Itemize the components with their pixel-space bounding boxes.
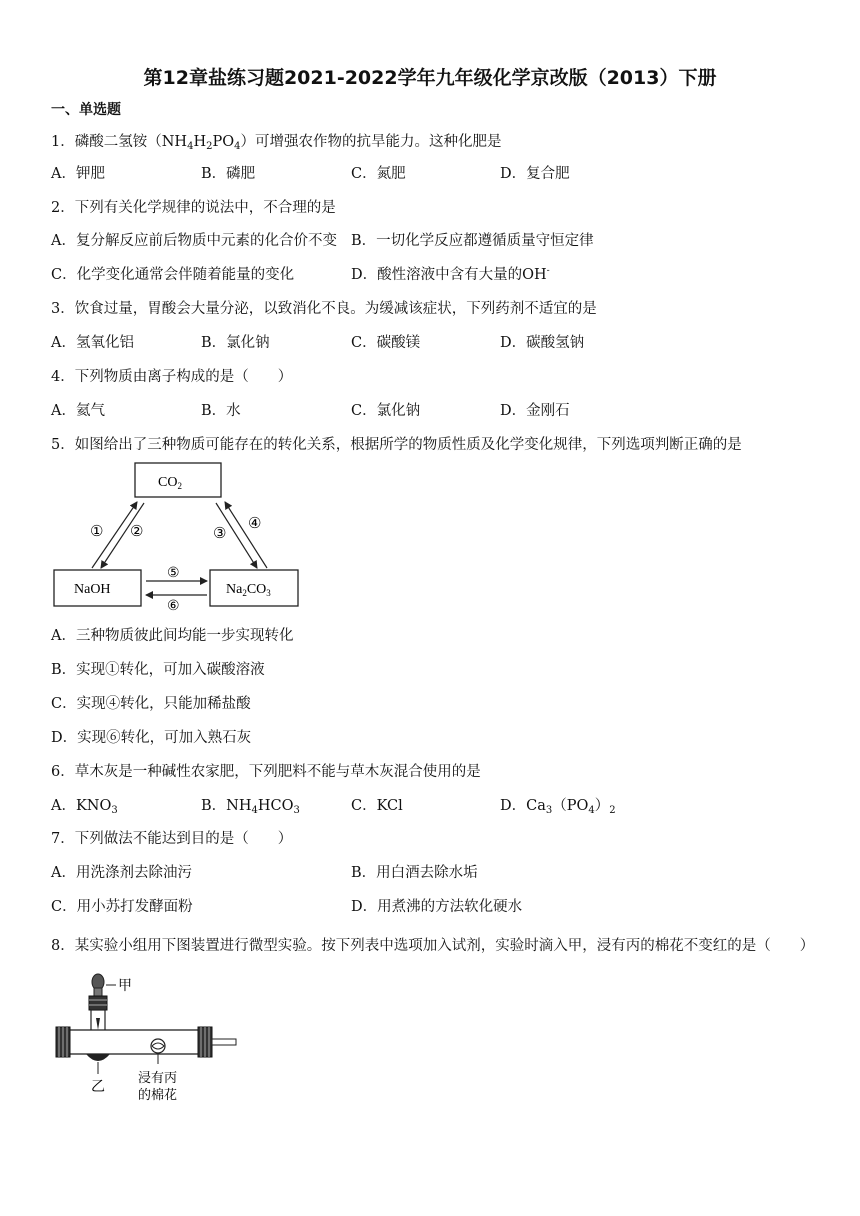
page-title: 第12章盐练习题2021-2022学年九年级化学京改版（2013）下册 — [143, 67, 717, 89]
q1-option-a: A．钾肥 — [51, 166, 105, 182]
q4-option-a: A．氦气 — [51, 403, 105, 419]
box-co2 — [135, 463, 221, 497]
q5-option-c: C．实现④转化，只能加稀盐酸 — [51, 696, 251, 712]
q5-option-a: A．三种物质彼此间均能一步实现转化 — [51, 628, 294, 644]
q7-option-d: D．用煮沸的方法软化硬水 — [351, 899, 523, 915]
q6-option-b: B．$NH_4HCO_3$ — [201, 798, 300, 816]
q7-option-b: B．用白酒去除水垢 — [351, 865, 478, 881]
label-jia: 甲 — [118, 979, 132, 994]
q4-option-d: D．金刚石 — [500, 403, 570, 419]
q3-option-c: C．碳酸镁 — [351, 335, 421, 351]
num-2: ② — [130, 524, 144, 540]
label-bing-2: 的棉花 — [138, 1087, 178, 1102]
q3-option-b: B．氯化钠 — [201, 335, 270, 351]
question-7-stem: 7．下列做法不能达到目的是（ ） — [51, 831, 293, 847]
section-heading: 一、单选题 — [51, 102, 121, 118]
q4-option-c: C．氯化钠 — [351, 403, 421, 419]
label-na2co3: $Na_2CO_3$ — [226, 582, 271, 598]
question-6-stem: 6．草木灰是一种碱性农家肥，下列肥料不能与草木灰混合使用的是 — [51, 764, 481, 780]
q1-option-c: C．氮肥 — [351, 166, 406, 182]
label-co2: $CO_2$ — [158, 475, 182, 491]
q3-option-d: D．碳酸氢钠 — [500, 335, 585, 351]
q7-option-c: C．用小苏打发酵面粉 — [51, 899, 193, 915]
question-2-stem: 2．下列有关化学规律的说法中，不合理的是 — [51, 200, 336, 216]
question-3-stem: 3．饮食过量，胃酸会大量分泌，以致消化不良。为缓减该症状，下列药剂不适宜的是 — [51, 301, 597, 317]
label-yi: 乙 — [91, 1080, 105, 1095]
question-8-stem: 8．某实验小组用下图装置进行微型实验。按下列表中选项加入试剂，实验时滴入甲，浸有丙的棉花不变红的是（ ） — [51, 938, 815, 954]
q2-option-d: D．酸性溶液中含有大量的OH- — [351, 266, 550, 283]
q5-option-d: D．实现⑥转化，可加入熟石灰 — [51, 730, 252, 746]
conversion-diagram — [50, 458, 310, 613]
apparatus-figure — [50, 970, 240, 1120]
num-5: ⑤ — [167, 566, 180, 581]
q2-option-c: C．化学变化通常会伴随着能量的变化 — [51, 267, 295, 283]
num-1: ① — [90, 524, 104, 540]
label-bing-1: 浸有丙 — [138, 1070, 178, 1085]
q4-option-b: B．水 — [201, 403, 241, 419]
num-6: ⑥ — [167, 599, 180, 613]
question-4-stem: 4．下列物质由离子构成的是（ ） — [51, 369, 293, 385]
q6-option-a: A．$KNO_3$ — [51, 798, 118, 816]
label-naoh: NaOH — [74, 582, 111, 597]
q2-option-a: A．复分解反应前后物质中元素的化合价不变 — [51, 233, 337, 249]
q5-option-b: B．实现①转化，可加入碳酸溶液 — [51, 662, 265, 678]
q2-option-b: B．一切化学反应都遵循质量守恒定律 — [351, 233, 594, 249]
question-1-stem: 1．磷酸二氢铵$(NH_4H_2PO_4)$可增强农作物的抗旱能力。这种化肥是 — [51, 134, 502, 152]
q1-option-d: D．复合肥 — [500, 166, 570, 182]
q7-option-a: A．用洗涤剂去除油污 — [51, 865, 192, 881]
num-3: ③ — [213, 526, 227, 542]
q1-option-b: B．磷肥 — [201, 166, 256, 182]
num-4: ④ — [248, 516, 262, 532]
q3-option-a: A．氢氧化铝 — [51, 335, 134, 351]
q6-option-c: C．KCl — [351, 798, 403, 814]
question-5-stem: 5．如图给出了三种物质可能存在的转化关系，根据所学的物质性质及化学变化规律，下列选项判断正确的是 — [51, 437, 742, 453]
q6-option-d: D．$Ca_3(PO_4)_2$ — [500, 798, 616, 816]
arrow-4 — [225, 502, 267, 568]
